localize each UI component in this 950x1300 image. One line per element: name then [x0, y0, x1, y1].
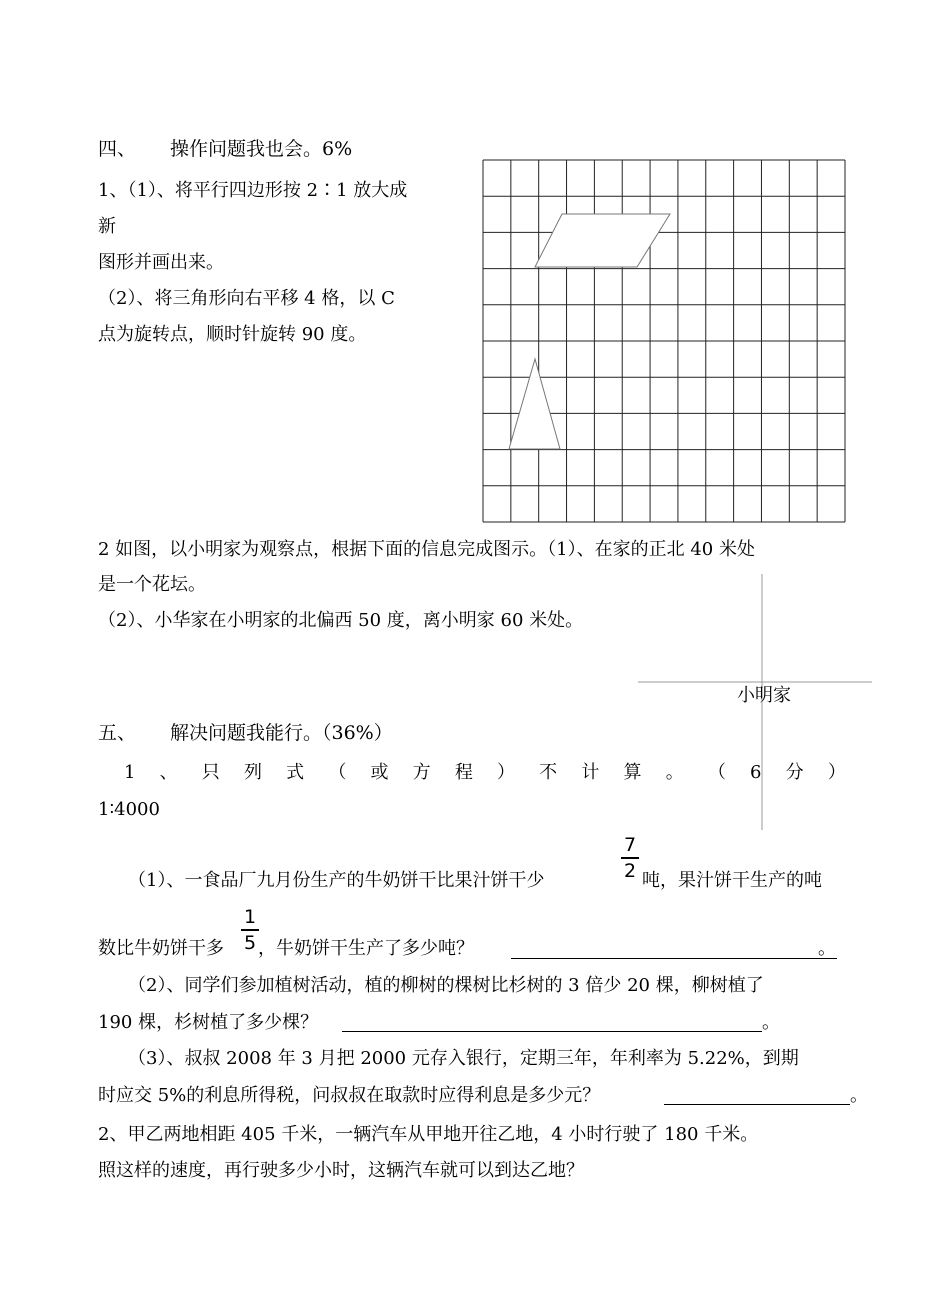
instruction-char: （ — [328, 762, 347, 783]
s5-q2-line2: 照这样的速度，再行驶多少小时，这辆汽车就可以到达乙地？ — [98, 1160, 584, 1181]
p1-line2a: 数比牛奶饼干多 — [98, 938, 224, 959]
p3-end: 。 — [850, 1085, 868, 1106]
p1-line1a: （1）、一食品厂九月份生产的牛奶饼干比果汁饼干少 — [128, 870, 545, 891]
fraction-seven-halves — [621, 834, 639, 882]
instruction-char: 方 — [412, 762, 431, 783]
p1-line1b: 吨，果汁饼干生产的吨 — [642, 870, 822, 891]
instruction-char: 或 — [370, 762, 389, 783]
instruction-char: 计 — [581, 762, 600, 783]
p2-line2: 190 棵，杉树植了多少棵？ — [98, 1012, 319, 1033]
fraction-numerator: 7 — [623, 834, 637, 856]
p2-end: 。 — [762, 1012, 780, 1033]
triangle-shape — [509, 359, 560, 449]
fraction-one-fifth — [241, 906, 259, 954]
instruction-char: 、 — [159, 762, 178, 783]
instruction-char: 1 — [124, 762, 136, 783]
q1-line2: 新 — [98, 216, 116, 237]
q1-line4: （2）、将三角形向右平移 4 格，以 C — [98, 288, 395, 309]
instruction-char: 列 — [243, 762, 262, 783]
section5-title: 解决问题我能行。（36%） — [170, 722, 393, 744]
p3-line1: （3）、叔叔 2008 年 3 月把 2000 元存入银行，定期三年，年利率为 5.22%，到期 — [128, 1048, 799, 1069]
instruction-char: 算 — [623, 762, 642, 783]
grid-figure — [482, 159, 846, 523]
fraction-denominator: 2 — [623, 859, 637, 882]
instruction-char: 不 — [539, 762, 558, 783]
instruction-char: 只 — [201, 762, 220, 783]
section5-q1-instruction — [124, 761, 846, 785]
scale-text: 1∶4000 — [98, 799, 160, 820]
instruction-char: ） — [827, 762, 846, 783]
s5-q2-line1: 2、甲乙两地相距 405 千米，一辆汽车从甲地开往乙地，4 小时行驶了 180 千米。 — [98, 1124, 759, 1145]
answer-blank-3[interactable] — [664, 1086, 850, 1105]
q2-line3: （2）、小华家在小明家的北偏西 50 度，离小明家 60 米处。 — [98, 610, 584, 631]
instruction-char: 6 — [750, 762, 762, 783]
q1-line1: 1、（1）、将平行四边形按 2∶1 放大成 — [98, 180, 408, 201]
instruction-char: 式 — [286, 762, 305, 783]
p3-line2: 时应交 5%的利息所得税，问叔叔在取款时应得利息是多少元？ — [98, 1085, 601, 1106]
xiaoming-home-label: 小明家 — [737, 685, 791, 706]
instruction-char: 分 — [785, 762, 804, 783]
section5-number: 五、 — [98, 722, 137, 744]
q1-line3: 图形并画出来。 — [98, 252, 224, 273]
p1-end: 。 — [818, 938, 836, 959]
section4-number: 四、 — [98, 138, 137, 160]
instruction-char: 程 — [454, 762, 473, 783]
q2-line1: 2 如图，以小明家为观察点，根据下面的信息完成图示。（1）、在家的正北 40 米处 — [98, 539, 755, 560]
q1-line5: 点为旋转点，顺时针旋转 90 度。 — [98, 324, 367, 345]
fraction-denominator: 5 — [243, 931, 257, 954]
answer-blank-1[interactable] — [511, 940, 837, 959]
p2-line1: （2）、同学们参加植树活动，植的柳树的棵树比杉树的 3 倍少 20 棵，柳树植了 — [128, 975, 764, 996]
fraction-numerator: 1 — [243, 906, 257, 928]
instruction-char: 。 — [665, 762, 684, 783]
instruction-char: ） — [497, 762, 515, 783]
q2-line2: 是一个花坛。 — [98, 574, 206, 595]
p1-line2b: ，牛奶饼干生产了多少吨？ — [258, 938, 474, 959]
instruction-char: （ — [707, 762, 726, 783]
answer-blank-2[interactable] — [342, 1013, 762, 1032]
section4-title: 操作问题我也会。6% — [170, 138, 353, 160]
